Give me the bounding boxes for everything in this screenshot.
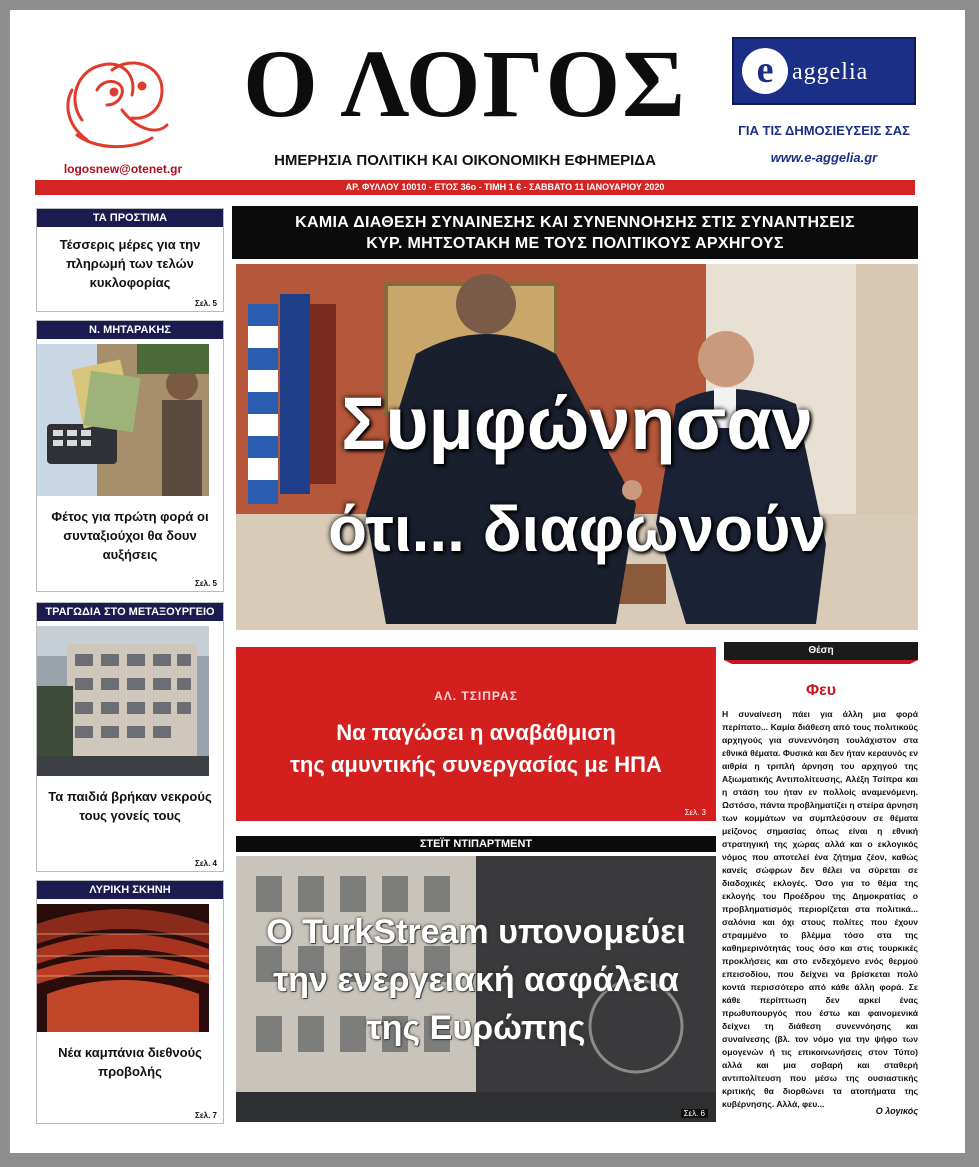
editorial-body: Η συναίνεση πάει για άλλη μια φορά περίπατο... Καμία διάθεση από τους πολιτικούς αρχηγούς για συνεννόηση τουλάχιστον στα εθνικά θέματα. Φυσικά και δεν ήταν κεραυνός εν αιθρία η τριπλή άρνηση του αρχηγού της Αξιωματικής Αντιπολίτευσης, Αλέξη Τσίπρα και η στάση του ήταν εν πολλοίς αναμενόμενη. Ωστόσο, πάντα προβληματίζει η στείρα άρνηση των κομμάτων να συμπλεύσουν σε θέματα μείζονος σημασίας όπως είναι η εθνική στρατηγική της χώρας αλλά και ο εκλογικός νόμος που αποτελεί ένα ζήτημα ζέον, καθώς κανείς σώφρων δεν θέλει να σύρεται σε διαδοχικές εκλογές. Όσο για το θέμα της εκλογής του Προέδρου της Δημοκρατίας ο προβληματισμός περιορίζεται στα πολιτικά... σαλόνια και όχι στους πολίτες που έχουν στραμμένο το βλέμμα τόσο στα της καθημερινότητάς τους όσο και στις τουρκικές προκλήσεις και στο ενδεχόμενο ενός θερμού επεισοδίου, που δείχνει να βρίσκεται πολύ κοντά περισσότερο από κάθε άλλη φορά. Σε κάθε περίπτωση δεν αρκεί ένας πρωθυπουργός που έστω και φαινομενικά δείχνει τη διάθεση συνεννόησης και συναίνεσης (βλ. τον νόμο για την ψήφο των ομογενών ή τις επικοινωνήσεις στον Τύπο) αλλά και μια σοβαρή και σταθερή αντιπολίτευση που μέσω της ουσιαστικής κριτικής θα διορθώνει τα ατοπήματα της κυβέρνησης. Αλλά, φευ... <box>722 709 918 1109</box>
issue-info: ΑΡ. ΦΥΛΛΟΥ 10010 - ΕΤΟΣ 36ο - ΤΙΜΗ 1 € - ΣΑΒΒΑΤΟ 11 ΙΑΝΟΥΑΡΙΟΥ 2020 <box>345 182 665 192</box>
building-photo <box>37 626 209 776</box>
lead-banner <box>232 206 918 259</box>
newspaper-title: Ο ΛΟΓΟΣ <box>243 30 687 137</box>
sidebar-card-header: ΤΑ ΠΡΟΣΤΙΜΑ <box>37 209 223 227</box>
sidebar-card-header: ΛΥΡΙΚΗ ΣΚΗΝΗ <box>37 881 223 899</box>
sidebar-card-text: Τέσσερις μέρες για την πληρωμή των τελών κυκλοφορίας <box>59 237 201 290</box>
sidebar-card-page: Σελ. 4 <box>195 859 217 868</box>
sidebar-card-text: Νέα καμπάνια διεθνούς προβολής <box>58 1045 202 1079</box>
sidebar-card-page: Σελ. 5 <box>195 299 217 308</box>
sidebar-card-text: Τα παιδιά βρήκαν νεκρούς τους γονείς τους <box>48 789 212 823</box>
state-dept-label: ΣΤΕΪΤ ΝΤΙΠΑΡΤΜΕΝΤ <box>236 836 716 852</box>
sidebar-card-pensions[interactable] <box>36 320 224 592</box>
pensioner-photo <box>37 344 209 496</box>
faces-logo-icon <box>62 50 174 156</box>
sidebar-card-text: Φέτος για πρώτη φορά οι συνταξιούχοι θα δουν αυξήσεις <box>51 509 209 562</box>
state-dept-story[interactable] <box>236 856 716 1122</box>
sidebar-card-tragedy[interactable] <box>36 602 224 872</box>
tsipras-story[interactable] <box>236 647 716 821</box>
sidebar-card-opera[interactable] <box>36 880 224 1124</box>
editorial-signature: Ο λογικός <box>875 1106 918 1116</box>
sidebar-card-header: ΤΡΑΓΩΔΙΑ ΣΤΟ ΜΕΤΑΞΟΥΡΓΕΙΟ <box>37 603 223 621</box>
newspaper-front-page <box>10 10 965 1153</box>
editorial-tab-label: Θέση <box>808 645 834 656</box>
lead-headline-line-2: ότι... διαφωνούν <box>327 493 827 565</box>
state-dept-page: Σελ. 6 <box>681 1109 708 1118</box>
eaggelia-tagline: ΓΙΑ ΤΙΣ ΔΗΜΟΣΙΕΥΣΕΙΣ ΣΑΣ <box>738 123 910 138</box>
lead-banner-line-1: ΚΑΜΙΑ ΔΙΑΘΕΣΗ ΣΥΝΑΙΝΕΣΗΣ ΚΑΙ ΣΥΝΕΝΝΟΗΣΗΣ ΣΤΙΣ ΣΥΝΑΝΤΗΣΕΙΣ <box>295 214 855 231</box>
tsipras-label: ΑΛ. ΤΣΙΠΡΑΣ <box>434 689 518 703</box>
state-dept-headline <box>236 908 716 1052</box>
opera-hall-photo <box>37 904 209 1032</box>
state-dept-headline-line-3: της Ευρώπης <box>366 1009 586 1047</box>
state-dept-headline-line-2: την ενεργειακή ασφάλεια <box>273 961 679 999</box>
tsipras-headline-line-2: της αμυντικής συνεργασίας με ΗΠΑ <box>290 752 662 777</box>
sidebar-card-fines[interactable] <box>36 208 224 312</box>
masthead-email[interactable]: logosnew@otenet.gr <box>63 162 183 176</box>
newspaper-subtitle: ΗΜΕΡΗΣΙΑ ΠΟΛΙΤΙΚΗ ΚΑΙ ΟΙΚΟΝΟΜΙΚΗ ΕΦΗΜΕΡΙΔΑ <box>274 152 656 169</box>
sidebar-card-header: Ν. ΜΗΤΑΡΑΚΗΣ <box>37 321 223 339</box>
lead-headline-line-1: Συμφώνησαν <box>341 382 813 465</box>
tsipras-headline-line-1: Να παγώσει η αναβάθμιση <box>336 720 616 745</box>
sidebar-card-page: Σελ. 5 <box>195 579 217 588</box>
lead-photo[interactable] <box>236 264 918 630</box>
tsipras-page: Σελ. 3 <box>684 808 706 817</box>
eaggelia-ad-logo[interactable] <box>732 37 916 105</box>
eaggelia-url[interactable]: www.e-aggelia.gr <box>770 150 878 165</box>
lead-banner-line-2: ΚΥΡ. ΜΗΤΣΟΤΑΚΗ ΜΕ ΤΟΥΣ ΠΟΛΙΤΙΚΟΥΣ ΑΡΧΗΓΟΥΣ <box>366 235 784 252</box>
eaggelia-wordmark: aggelia <box>792 59 869 85</box>
tsipras-headline <box>236 717 716 781</box>
eaggelia-letter-icon: e <box>742 48 788 94</box>
state-dept-headline-line-1: Ο TurkStream υπονομεύει <box>266 913 686 951</box>
sidebar-card-page: Σελ. 7 <box>195 1111 217 1120</box>
editorial-title: Φευ <box>805 682 837 699</box>
